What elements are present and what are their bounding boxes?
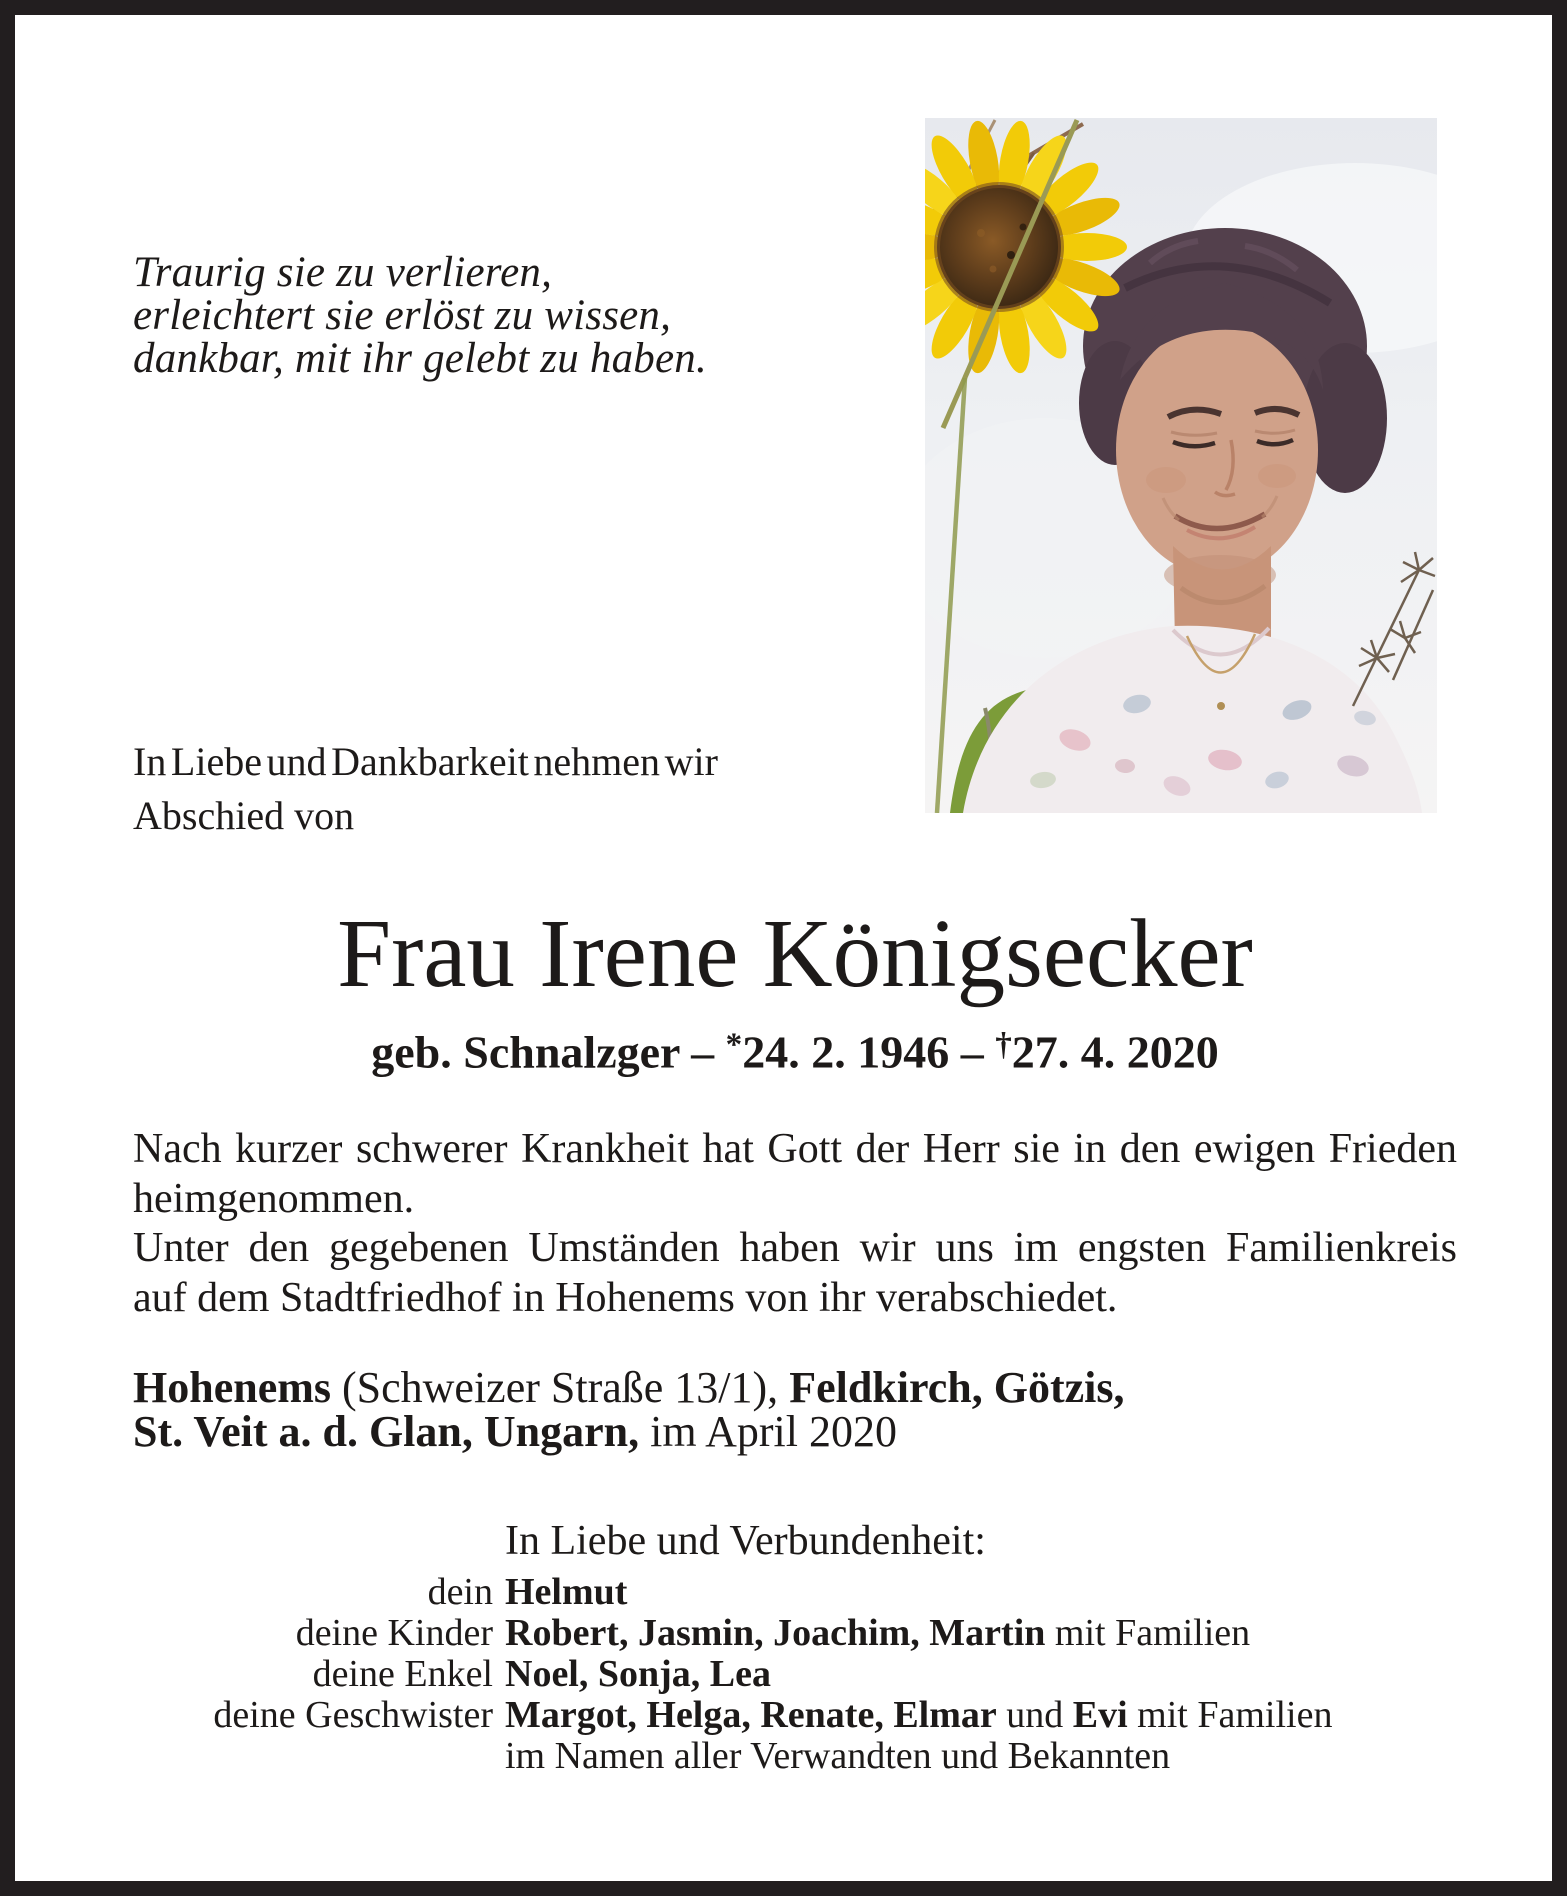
family-names <box>505 1613 1250 1654</box>
intro-word: nehmen <box>533 739 661 784</box>
paragraph-death-cause <box>133 1124 1457 1224</box>
portrait-photo-illustration <box>925 118 1437 813</box>
family-suffix: mit Familien <box>1045 1612 1251 1654</box>
family-name-bold: Evi <box>1072 1694 1128 1736</box>
died-symbol: † <box>995 1026 1012 1063</box>
paragraph-line: heimgenommen. <box>133 1176 415 1222</box>
family-name-bold: Margot, Helga, Renate, Elmar <box>505 1694 997 1736</box>
place-address: (Schweizer Straße 13/1), <box>331 1363 790 1412</box>
intro-word: In <box>133 739 167 784</box>
deceased-name: Frau Irene Königsecker <box>337 900 1253 1007</box>
family-row <box>133 1613 1467 1654</box>
birth-date: 24. 2. 1946 – <box>742 1026 996 1078</box>
intro-word: Dankbarkeit <box>331 739 529 784</box>
place-name: Feldkirch, Götzis, <box>789 1363 1125 1412</box>
paragraph-line: Nach kurzer schwerer Krankheit hat Gott der Herr sie in den ewigen Frieden <box>133 1126 1457 1172</box>
verse-line: dankbar, mit ihr gelebt zu haben. <box>133 335 707 382</box>
family-relation-label <box>133 1736 493 1777</box>
paragraph-line: auf dem Stadtfriedhof in Hohenems von ihr verabschiedet. <box>133 1275 1118 1321</box>
paragraph-funeral <box>133 1223 1457 1323</box>
place-name: St. Veit a. d. Glan, Ungarn, <box>133 1407 640 1456</box>
death-date: 27. 4. 2020 <box>1011 1026 1219 1078</box>
family-relation-label: deine Kinder <box>295 1612 493 1654</box>
place-name: Hohenems <box>133 1363 331 1412</box>
places-date-block <box>133 1363 1477 1456</box>
family-row <box>133 1572 1467 1613</box>
family-names <box>505 1695 1332 1736</box>
family-closing-line: im Namen aller Verwandten und Bekannten <box>505 1735 1171 1777</box>
verse-line: Traurig sie zu verlieren, <box>133 249 553 296</box>
farewell-intro <box>133 735 718 843</box>
closing-heading: In Liebe und Verbundenheit: <box>505 1518 986 1564</box>
notice-date: im April 2020 <box>639 1407 898 1456</box>
family-names <box>505 1572 627 1613</box>
born-symbol: * <box>725 1026 743 1063</box>
family-row <box>133 1736 1467 1777</box>
family-relation-label: deine Geschwister <box>213 1694 493 1736</box>
family-conjunction: und <box>996 1694 1073 1736</box>
condolence-verse <box>133 251 707 380</box>
family-relation-label: dein <box>427 1571 493 1613</box>
places-line2 <box>133 1407 1477 1456</box>
family-name-bold: Helmut <box>505 1571 628 1613</box>
farewell-intro-line2: Abschied von <box>133 793 355 838</box>
intro-word: Liebe <box>170 739 262 784</box>
family-list <box>133 1572 1467 1777</box>
verse-line: erleichtert sie erlöst zu wissen, <box>133 292 672 339</box>
family-name-bold: Noel, Sonja, Lea <box>505 1653 771 1695</box>
places-line1 <box>133 1363 1477 1412</box>
family-suffix: mit Familien <box>1127 1694 1333 1736</box>
family-row <box>133 1654 1467 1695</box>
portrait-photo <box>925 118 1437 813</box>
birth-death-line <box>133 1020 1457 1078</box>
intro-word: und <box>266 739 327 784</box>
farewell-intro-line1 <box>133 735 718 789</box>
intro-word: wir <box>664 739 718 784</box>
family-names <box>505 1654 771 1695</box>
family-name-bold: Robert, Jasmin, Joachim, Martin <box>505 1612 1046 1654</box>
paragraph-line: Unter den gegebenen Umständen haben wir uns im engsten Familienkreis <box>133 1225 1457 1271</box>
birth-name: geb. Schnalzger – <box>371 1026 726 1078</box>
family-row <box>133 1695 1467 1736</box>
family-relation-label: deine Enkel <box>312 1653 493 1695</box>
